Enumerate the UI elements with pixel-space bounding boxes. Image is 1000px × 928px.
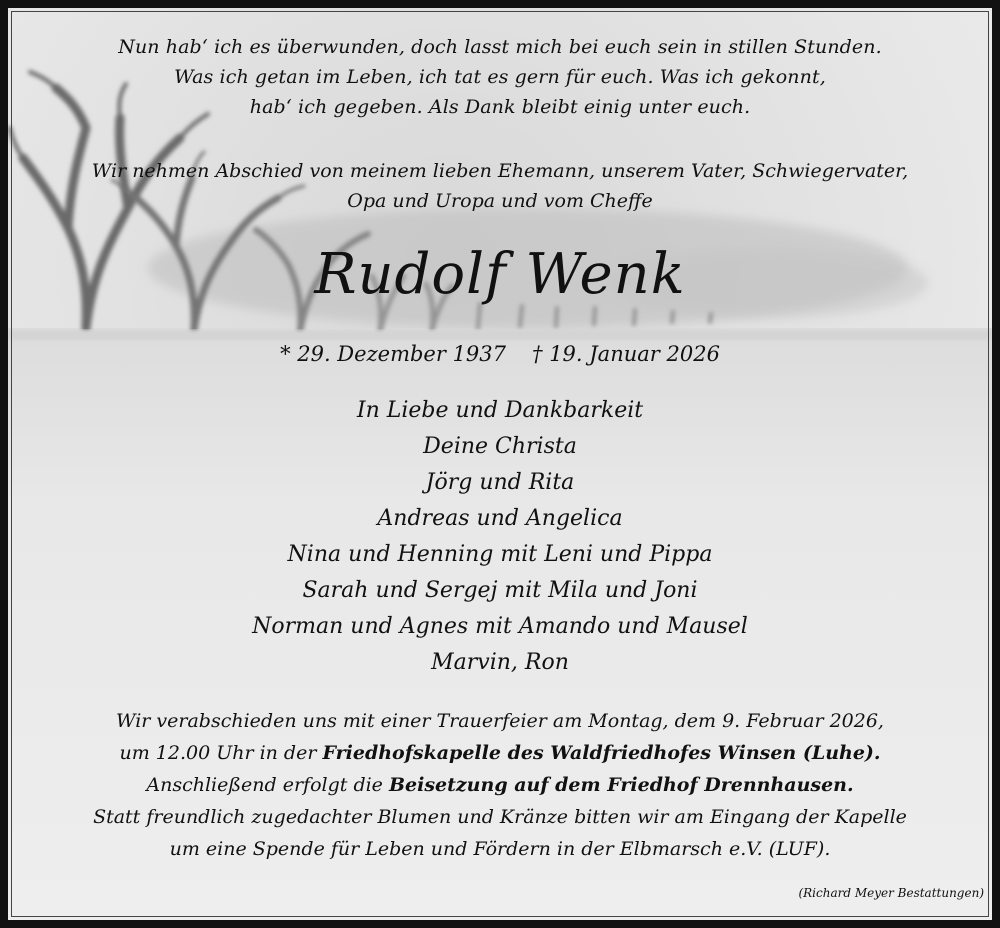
obituary-content xyxy=(8,8,992,920)
notice-line xyxy=(8,774,992,796)
motto-line: Was ich getan im Leben, ich tat es gern für euch. Was ich gekonnt, xyxy=(174,66,826,88)
signature-line: Jörg und Rita xyxy=(425,470,575,495)
signature-line: Deine Christa xyxy=(423,434,577,459)
signature-line: Norman und Agnes mit Amando und Mausel xyxy=(252,614,748,639)
notice-line: Statt freundlich zugedachter Blumen und Kränze bitten wir am Eingang der Kapelle xyxy=(93,806,907,828)
notice-line: um eine Spende für Leben und Fördern in der Elbmarsch e.V. (LUF). xyxy=(169,838,831,860)
signature-line: Andreas und Angelica xyxy=(377,506,623,531)
motto-line: Nun hab‘ ich es überwunden, doch lasst mich bei euch sein in stillen Stunden. xyxy=(118,36,882,58)
intro-line: Opa und Uropa und vom Cheffe xyxy=(347,190,653,212)
signature-line: Sarah und Sergej mit Mila und Joni xyxy=(302,578,698,603)
birth-date: * 29. Dezember 1937 xyxy=(280,342,507,366)
funeral-home-credit: (Richard Meyer Bestattungen) xyxy=(798,886,984,900)
burial-location: Beisetzung auf dem Friedhof Drennhausen. xyxy=(388,774,854,796)
notice-line: Wir verabschieden uns mit einer Trauerfeier am Montag, dem 9. Februar 2026, xyxy=(116,710,884,732)
signature-line: In Liebe und Dankbarkeit xyxy=(356,398,644,423)
signature-line: Marvin, Ron xyxy=(431,650,569,675)
notice-line xyxy=(8,742,992,764)
signature-line: Nina und Henning mit Leni und Pippa xyxy=(287,542,713,567)
death-date: † 19. Januar 2026 xyxy=(532,342,720,366)
notice-text: um 12.00 Uhr in der xyxy=(119,742,323,764)
deceased-name: Rudolf Wenk xyxy=(314,242,686,307)
chapel-location: Friedhofskapelle des Waldfriedhofes Winsen (Luhe). xyxy=(322,742,881,764)
intro-line: Wir nehmen Abschied von meinem lieben Ehemann, unserem Vater, Schwiegervater, xyxy=(91,160,909,182)
life-dates xyxy=(8,342,992,366)
notice-text: Anschließend erfolgt die xyxy=(146,774,389,796)
motto-line: hab‘ ich gegeben. Als Dank bleibt einig unter euch. xyxy=(249,96,751,118)
